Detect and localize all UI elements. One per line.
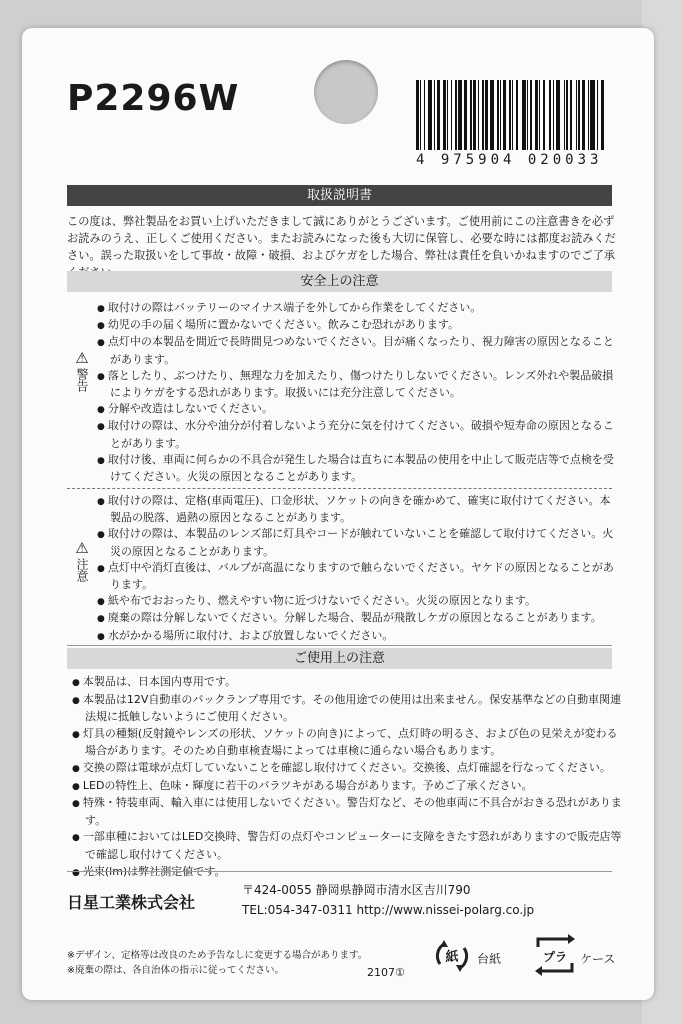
barcode-bar bbox=[578, 80, 579, 150]
barcode-bar bbox=[539, 80, 540, 150]
list-item: ● 点灯中や消灯直後は、バルブが高温になりますので触らないでください。ヤケドの原因となることがあります。 bbox=[97, 560, 617, 593]
package-card bbox=[22, 28, 654, 1000]
contact-line: TEL:054-347-0311 http://www.nissei-polarg.co.jp bbox=[242, 903, 535, 917]
list-item: ● 灯具の種類(反射鏡やレンズの形状、ソケットの向き)によって、点灯時の明るさ、および色の見栄えが変わる場合があります。そのため自動車検査場によっては車検に通らない場合もあります。 bbox=[72, 726, 622, 760]
barcode-bar bbox=[482, 80, 483, 150]
barcode-bar bbox=[455, 80, 456, 150]
barcode-bar bbox=[473, 80, 476, 150]
plastic-recycle-icon bbox=[532, 933, 578, 977]
list-item: ● 取付けの際は、水分や油分が付着しないよう充分に気を付けてください。破損や短寿命の原因となることがあります。 bbox=[97, 418, 617, 451]
list-item: ● 光束(lm)は弊社測定値です。 bbox=[72, 864, 622, 882]
intro-text: この度は、弊社製品をお買い上げいただきまして誠にありがとうございます。ご使用前にこの注意書きを必ずお読みのうえ、正しくご使用ください。またお読みになった後も大切に保管し、必要な時には都度お読みください。誤った取扱いをして事故・故障・破損、およびケガをした場合、弊社は責任を負いかねますのでご了承 bbox=[67, 215, 616, 262]
barcode-bar bbox=[549, 80, 552, 150]
plastic-mark: プラ bbox=[542, 950, 568, 964]
barcode-bar bbox=[424, 80, 425, 150]
list-item: ● 本製品は、日本国内専用です。 bbox=[72, 674, 622, 692]
list-item: ● 取付けの際は、本製品のレンズ部に灯具やコードが触れていないことを確認して取付けてください。火災の原因となることがあります。 bbox=[97, 526, 617, 559]
barcode-bar bbox=[434, 80, 435, 150]
barcode-bar bbox=[530, 80, 531, 150]
barcode-number: 4 975904 020033 bbox=[416, 152, 603, 168]
warning-label: ⚠ 警告 bbox=[72, 348, 92, 392]
print-code: 2107① bbox=[367, 966, 405, 979]
barcode-bar bbox=[564, 80, 565, 150]
barcode-bar bbox=[556, 80, 560, 150]
footnote: ※デザイン、定格等は改良のため予告なしに変更する場合があります。 bbox=[67, 950, 368, 961]
list-item: ● 取付けの際はバッテリーのマイナス端子を外してから作業をしてください。 bbox=[97, 300, 617, 317]
company-address bbox=[242, 880, 534, 920]
usage-list bbox=[72, 674, 622, 881]
list-item: ● 特殊・特装車両、輸入車には使用しないでください。警告灯など、その他車両に不具合がおきる恐れがあります。 bbox=[72, 795, 622, 829]
barcode-bar bbox=[503, 80, 506, 150]
instructions-header: 取扱説明書 bbox=[67, 185, 612, 206]
list-item: ● 取付け後、車両に何らかの不具合が発生した場合は直ちに本製品の使用を中止して販売店等で点検を受けてください。火災の原因となることがあります。 bbox=[97, 452, 617, 485]
divider bbox=[67, 645, 612, 646]
paper-label: 台紙 bbox=[477, 952, 502, 966]
divider bbox=[67, 488, 612, 489]
barcode-bar bbox=[500, 80, 501, 150]
caution-label: ⚠ 注意 bbox=[72, 538, 92, 582]
caution-list bbox=[97, 493, 617, 645]
plastic-label: ケース bbox=[580, 952, 616, 966]
barcode-bar bbox=[543, 80, 546, 150]
list-item: ● 交換の際は電球が点灯していないことを確認し取付けてください。交換後、点灯確認を行なってください。 bbox=[72, 760, 622, 778]
barcode-bar bbox=[516, 80, 519, 150]
barcode-bar bbox=[447, 80, 448, 150]
barcode-bar bbox=[478, 80, 479, 150]
list-item: ● 幼児の手の届く場所に置かないでください。飲みこむ恐れがあります。 bbox=[97, 317, 617, 334]
barcode-bar bbox=[470, 80, 471, 150]
caution-triangle-icon: ⚠ bbox=[75, 539, 89, 557]
barcode-bar bbox=[485, 80, 488, 150]
barcode-bar bbox=[458, 80, 462, 150]
list-item: ● 水がかかる場所に取付け、および放置しないでください。 bbox=[97, 628, 617, 645]
list-item: ● 点灯中の本製品を間近で長時間見つめないでください。目が痛くなったり、視力障害の原因となることがあります。 bbox=[97, 334, 617, 367]
safety-header: 安全上の注意 bbox=[67, 271, 612, 292]
barcode-bar bbox=[490, 80, 494, 150]
address-line: 〒424-0055 静岡県静岡市清水区吉川790 bbox=[242, 883, 471, 897]
barcode-bar bbox=[535, 80, 538, 150]
barcode-bar bbox=[576, 80, 577, 150]
barcode-bar bbox=[497, 80, 498, 150]
barcode-bar bbox=[509, 80, 510, 150]
barcode-bar bbox=[597, 80, 598, 150]
barcode-bar bbox=[590, 80, 594, 150]
barcode-bar bbox=[512, 80, 513, 150]
barcode-bar bbox=[428, 80, 432, 150]
barcode-bar bbox=[437, 80, 440, 150]
list-item: ● 本製品は12V自動車のバックランプ専用です。その他用途での使用は出来ません。保安基準などの自動車関連法規に抵触しないようにご使用ください。 bbox=[72, 692, 622, 726]
warning-triangle-icon: ⚠ bbox=[75, 349, 89, 367]
list-item: ● 取付けの際は、定格(車両電圧)、口金形状、ソケットの向きを確かめて、確実に取付けてください。本製品の脱落、過熱の原因となることがあります。 bbox=[97, 493, 617, 526]
barcode-bar bbox=[420, 80, 421, 150]
barcode-bars bbox=[416, 80, 626, 150]
usage-header: ご使用上の注意 bbox=[67, 648, 612, 669]
hanger-hole bbox=[314, 60, 378, 124]
paper-recycle-icon bbox=[432, 936, 472, 976]
barcode-bar bbox=[582, 80, 585, 150]
barcode-bar bbox=[601, 80, 604, 150]
list-item: ● 紙や布でおおったり、燃えやすい物に近づけないでください。火災の原因となります。 bbox=[97, 593, 617, 610]
barcode-bar bbox=[527, 80, 528, 150]
barcode-bar bbox=[588, 80, 589, 150]
barcode-bar bbox=[522, 80, 526, 150]
barcode bbox=[416, 80, 626, 168]
list-item: ● LEDの特性上、色味・輝度に若干のバラツキがある場合があります。予めご了承ください。 bbox=[72, 778, 622, 796]
barcode-bar bbox=[443, 80, 446, 150]
warning-list bbox=[97, 300, 617, 485]
footnotes bbox=[67, 948, 367, 978]
paper-mark: 紙 bbox=[445, 950, 459, 965]
list-item: ● 分解や改造はしないでください。 bbox=[97, 401, 617, 418]
barcode-bar bbox=[451, 80, 452, 150]
model-number: P2296W bbox=[67, 78, 240, 119]
barcode-bar bbox=[570, 80, 573, 150]
company-name: 日星工業株式会社 bbox=[67, 893, 196, 912]
barcode-bar bbox=[553, 80, 554, 150]
list-item: ● 一部車種においてはLED交換時、警告灯の点灯やコンピューターに支障をきたす恐れがありますので販売店等で確認し取付けてください。 bbox=[72, 829, 622, 863]
divider bbox=[67, 871, 612, 872]
barcode-bar bbox=[416, 80, 419, 150]
barcode-bar bbox=[464, 80, 467, 150]
list-item: ● 落としたり、ぶつけたり、無理な力を加えたり、傷つけたりしないでください。レンズ外れや製品破損によりケガをする恐れがあります。取扱いには充分注意してください。 bbox=[97, 368, 617, 401]
barcode-bar bbox=[566, 80, 567, 150]
footnote: ※廃棄の際は、各自治体の指示に従ってください。 bbox=[67, 965, 284, 976]
list-item: ● 廃棄の際は分解しないでください。分解した場合、製品が飛散しケガの原因となることがあります。 bbox=[97, 610, 617, 627]
